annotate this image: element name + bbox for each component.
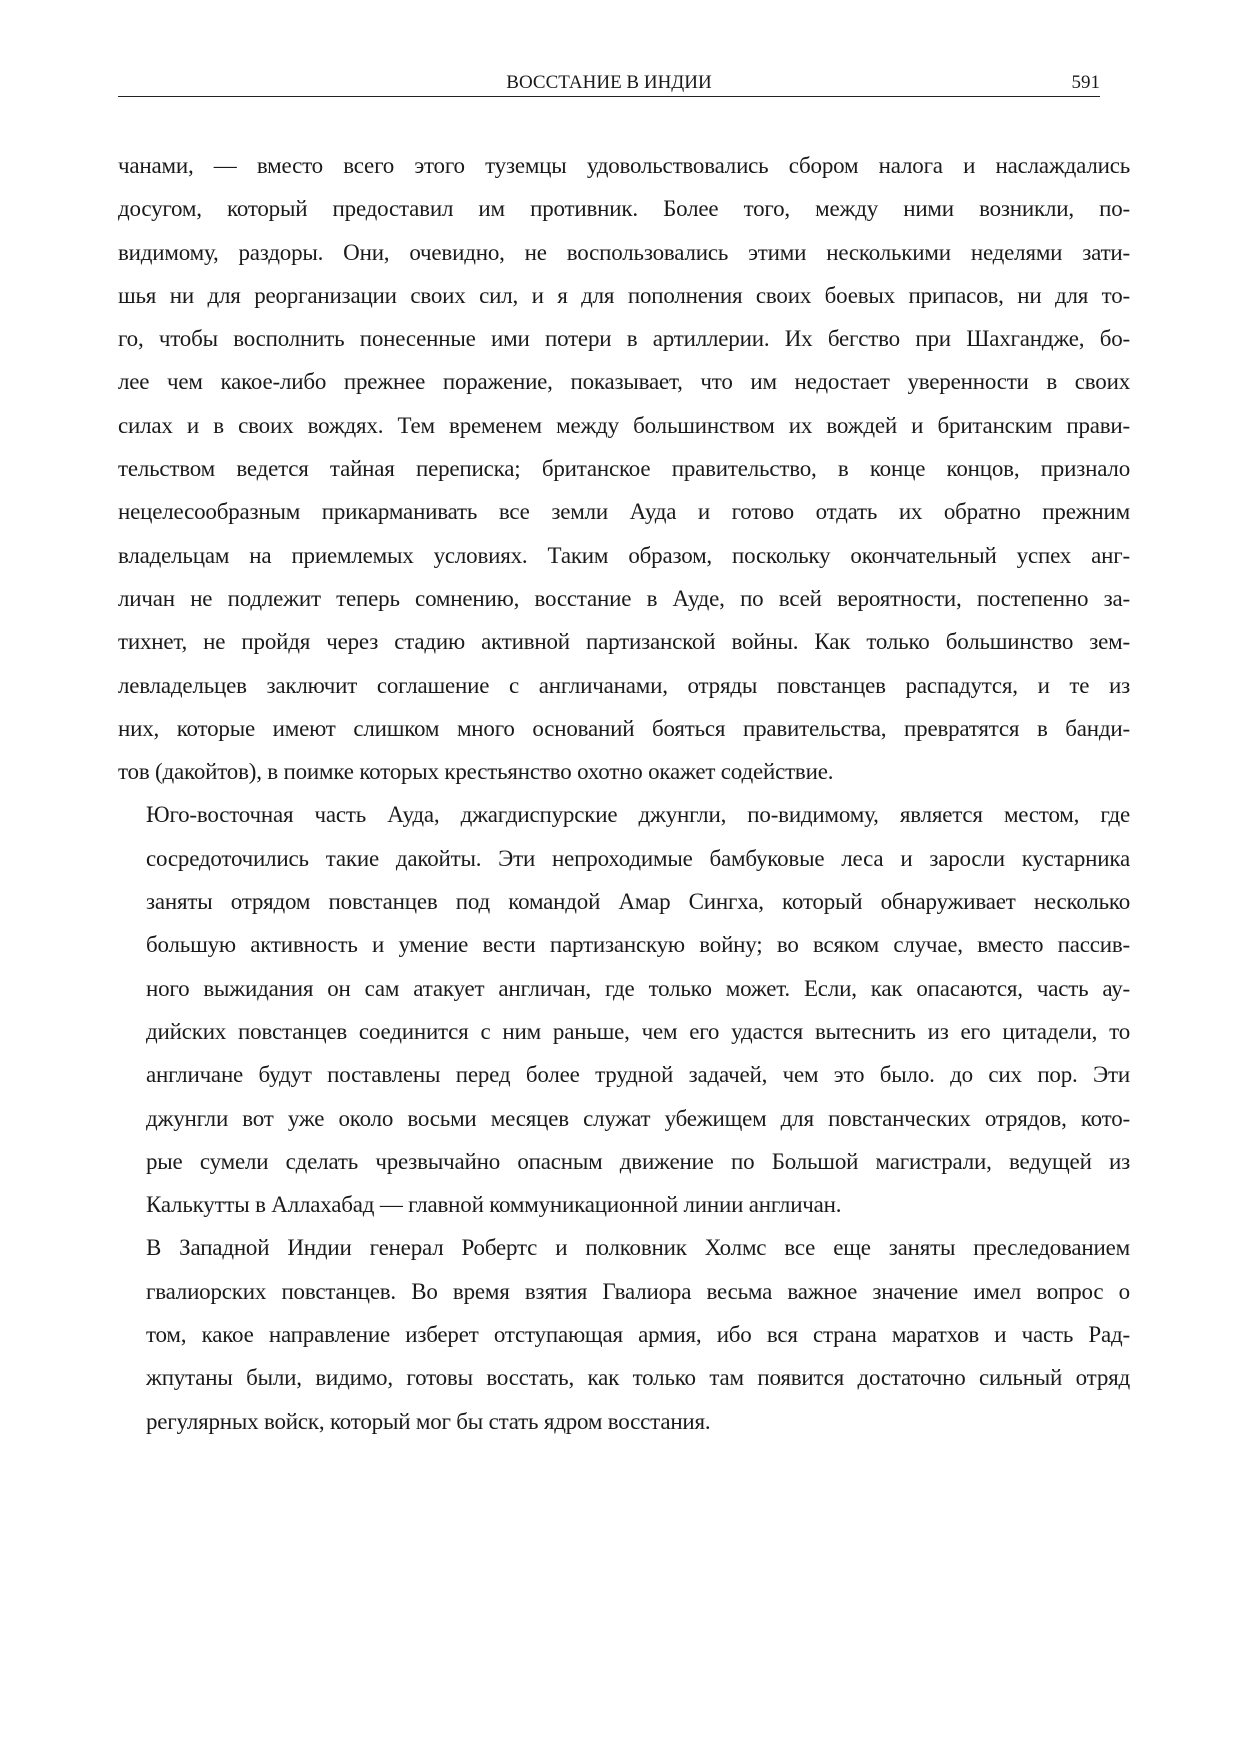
page-number: 591 (1071, 72, 1100, 93)
text-line: заняты отрядом повстанцев под командой Амар Сингха, который обнаруживает несколько (146, 889, 1130, 915)
text-line: ного выжидания он сам атакует англичан, где только может. Если, как опасаются, часть ау- (146, 975, 1130, 1001)
paragraph (118, 1226, 1130, 1442)
text-line: англичане будут поставлены перед более трудной задачей, чем это было. до сих пор. Эти (146, 1062, 1130, 1088)
text-line: них, которые имеют слишком много оснований бояться правительства, превратятся в банди- (118, 715, 1130, 741)
text-line: лее чем какое-либо прежнее поражение, показывает, что им недостает уверенности в своих (118, 369, 1130, 395)
text-line: го, чтобы восполнить понесенные ими потери в артиллерии. Их бегство при Шахгандже, бо- (118, 326, 1130, 352)
text-line: дийских повстанцев соединится с ним раньше, чем его удастся вытеснить из его цитадели, то (146, 1018, 1130, 1044)
text-line: гвалиорских повстанцев. Во время взятия Гвалиора весьма важное значение имел вопрос о (146, 1278, 1130, 1304)
text-line: Калькутты в Аллахабад — главной коммуникационной линии англичан. (146, 1192, 842, 1218)
text-line: видимому, раздоры. Они, очевидно, не воспользовались этими несколькими неделями зати- (118, 239, 1130, 265)
text-line: силах и в своих вождях. Тем временем между большинством их вождей и британским прави- (118, 412, 1130, 438)
text-line: Юго-восточная часть Ауда, джагдиспурские джунгли, по-видимому, является местом, где (146, 802, 1130, 828)
running-title: ВОССТАНИЕ В ИНДИИ (506, 72, 712, 93)
text-line: том, какое направление изберет отступающая армия, ибо вся страна маратхов и часть Рад- (146, 1322, 1130, 1348)
text-line: тихнет, не пройдя через стадию активной партизанской войны. Как только большинство зем- (118, 629, 1130, 655)
body-text (118, 144, 1130, 1443)
text-line: жпутаны были, видимо, готовы восстать, как только там появится достаточно сильный отряд (146, 1365, 1130, 1391)
text-line: нецелесообразным прикарманивать все земли Ауда и готово отдать их обратно прежним (118, 499, 1130, 525)
text-line: левладельцев заключит соглашение с англичанами, отряды повстанцев распадутся, и те из (118, 672, 1130, 698)
text-line: тов (дакойтов), в поимке которых крестьянство охотно окажет содействие. (118, 759, 834, 785)
text-line: тельством ведется тайная переписка; британское правительство, в конце концов, признало (118, 456, 1130, 482)
text-line: В Западной Индии генерал Робертс и полковник Холмс все еще заняты преследованием (146, 1235, 1130, 1261)
text-line: регулярных войск, который мог бы стать ядром восстания. (146, 1408, 711, 1434)
text-line: рые сумели сделать чрезвычайно опасным движение по Большой магистрали, ведущей из (146, 1148, 1130, 1174)
text-line: сосредоточились такие дакойты. Эти непроходимые бамбуковые леса и заросли кустарника (146, 845, 1130, 871)
text-line: чанами, — вместо всего этого туземцы удовольствовались сбором налога и наслаждались (118, 153, 1130, 178)
running-header (118, 70, 1100, 97)
paragraph (118, 144, 1130, 793)
text-line: большую активность и умение вести партизанскую войну; во всяком случае, вместо пассив- (146, 932, 1130, 958)
text-line: владельцам на приемлемых условиях. Таким образом, поскольку окончательный успех анг- (118, 542, 1130, 568)
paragraph (118, 793, 1130, 1226)
text-line: досугом, который предоставил им противник. Более того, между ними возникли, по- (118, 196, 1130, 222)
text-line: джунгли вот уже около восьми месяцев служат убежищем для повстанческих отрядов, кото- (146, 1105, 1130, 1131)
text-line: шья ни для реорганизации своих сил, и я для пополнения своих боевых припасов, ни для то- (118, 282, 1130, 308)
text-line: личан не подлежит теперь сомнению, восстание в Ауде, по всей вероятности, постепенно за- (118, 585, 1130, 611)
